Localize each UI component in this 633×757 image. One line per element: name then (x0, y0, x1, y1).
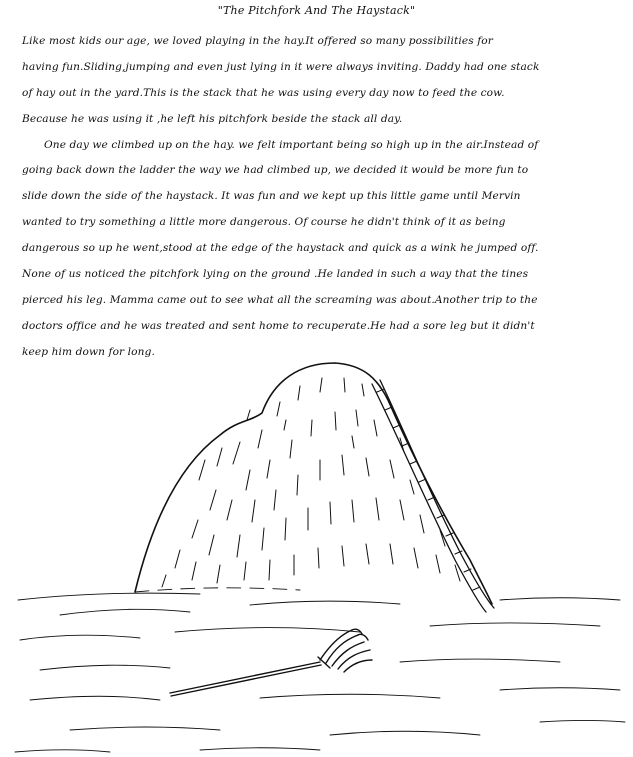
story-line: of hay out in the yard.This is the stack that he was using every day now to feed the cow. (22, 86, 505, 99)
story-title: "The Pitchfork And The Haystack" (217, 4, 416, 17)
story-line: Like most kids our age, we loved playing in the hay.It offered so many possibilities for (22, 35, 493, 47)
story-line: keep him down for long. (22, 345, 155, 358)
story-line: None of us noticed the pitchfork lying on the ground .He landed in such a way that the tines (22, 268, 529, 281)
pitchfork-drawing (170, 629, 372, 696)
story-line: doctors office and he was treated and sent home to recuperate.He had a sore leg but it didn't (22, 319, 535, 332)
ladder-drawing (372, 380, 494, 612)
story-line: slide down the side of the haystack. It was fun and we kept up this little game until Mervin (22, 190, 521, 203)
story-line: having fun.Sliding,jumping and even just lying in it were always inviting. Daddy had one stack (22, 60, 540, 73)
story-line: Because he was using it ,he left his pitchfork beside the stack all day. (22, 112, 403, 125)
story-line: going back down the ladder the way we had climbed up, we decided it would be more fun to (22, 164, 529, 177)
story-line: wanted to try something a little more dangerous. Of course he didn't think of it as being (22, 216, 506, 229)
story-line: One day we climbed up on the hay. we felt important being so high up in the air.Instead of (44, 138, 539, 151)
haystack-drawing (135, 363, 492, 604)
story-line: dangerous so up he went,stood at the edge of the haystack and quick as a wink he jumped off. (22, 242, 539, 255)
story-text (22, 29, 620, 366)
ground-lines (15, 593, 625, 752)
story-line: pierced his leg. Mamma came out to see what all the screaming was about.Another trip to the (22, 293, 538, 306)
haystack-illustration (0, 350, 633, 757)
